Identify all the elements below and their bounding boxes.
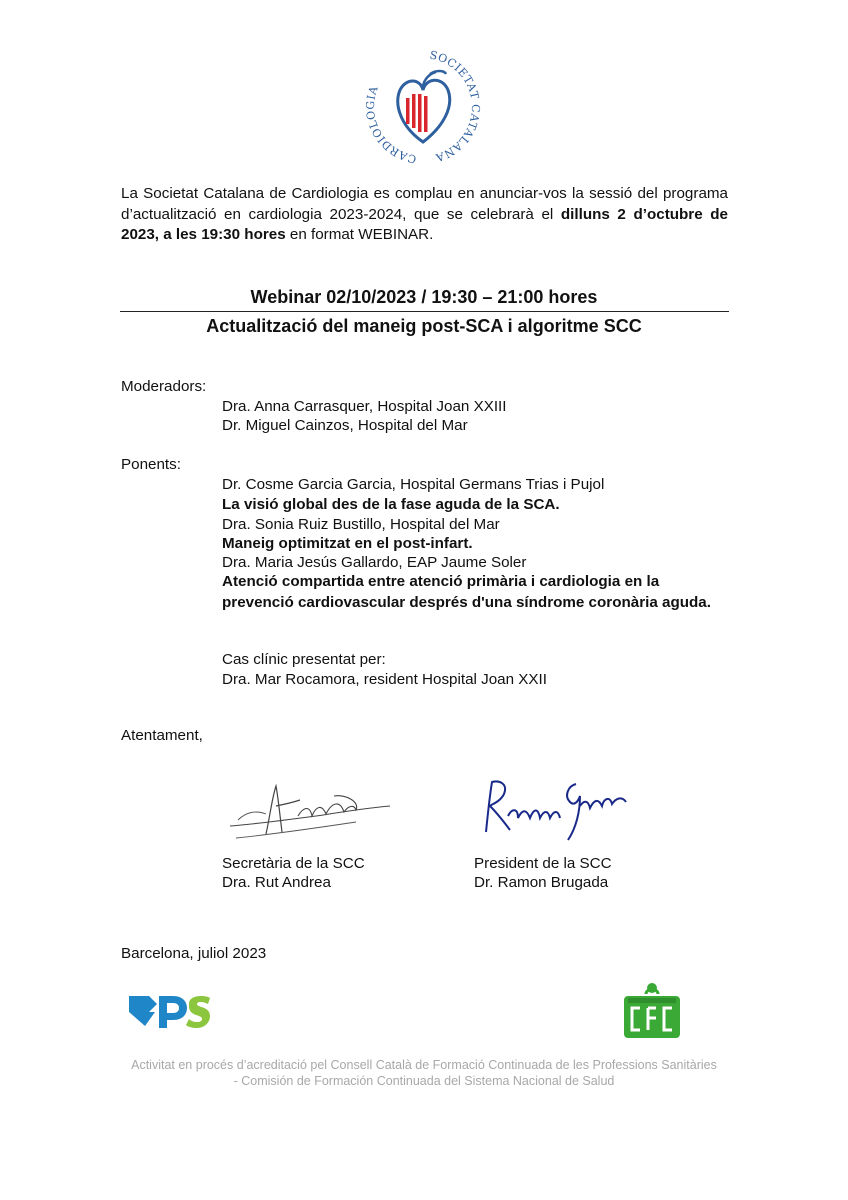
signatory-1-role: Secretària de la SCC <box>222 855 365 872</box>
case-presenter: Dra. Mar Rocamora, resident Hospital Joan XXII <box>222 671 547 688</box>
ps-logo <box>127 992 211 1030</box>
webinar-title: Webinar 02/10/2023 / 19:30 – 21:00 hores <box>250 287 598 307</box>
title-divider <box>120 311 729 312</box>
moderator-1: Dra. Anna Carrasquer, Hospital Joan XXIII <box>222 398 507 415</box>
speakers-label: Ponents: <box>121 456 181 473</box>
speaker-2-name: Dra. Sonia Ruiz Bustillo, Hospital del Mar <box>222 516 500 533</box>
case-label: Cas clínic presentat per: <box>222 651 386 668</box>
svg-text:SOCIETAT CATALANA: SOCIETAT CATALANA <box>428 48 483 165</box>
signature-rut-andrea <box>226 776 396 846</box>
moderators-label: Moderadors: <box>121 378 207 395</box>
moderator-2: Dr. Miguel Cainzos, Hospital del Mar <box>222 417 468 434</box>
signatory-2-name: Dr. Ramon Brugada <box>474 874 609 891</box>
speaker-1-talk: La visió global des de la fase aguda de la SCA. <box>222 496 560 513</box>
session-title: Actualització del maneig post-SCA i algoritme SCC <box>206 316 642 336</box>
intro-paragraph: La Societat Catalana de Cardiologia es complau en anunciar-vos la sessió del programa d’actualització en cardiologia 2023-2024, que se celebrarà el dilluns 2 d’octubre de 2023, a les 19:30 hores en format WEBINAR. <box>121 185 728 243</box>
signatory-1-name: Dra. Rut Andrea <box>222 874 331 891</box>
place-date: Barcelona, juliol 2023 <box>121 945 267 962</box>
speaker-2-talk: Maneig optimitzat en el post-infart. <box>222 535 473 552</box>
speaker-1-name: Dr. Cosme Garcia Garcia, Hospital Germans Trias i Pujol <box>222 476 605 493</box>
cfc-accreditation-logo <box>624 982 680 1038</box>
signatory-2-role: President de la SCC <box>474 855 612 872</box>
scc-logo <box>360 44 486 170</box>
signature-ramon-brugada <box>476 772 636 844</box>
speaker-3-talk: Atenció compartida entre atenció primària i cardiologia en la prevenció cardiovascular després d'una síndrome coronària aguda. <box>222 573 711 611</box>
speaker-3-name: Dra. Maria Jesús Gallardo, EAP Jaume Soler <box>222 554 527 571</box>
accreditation-line-2: - Comisión de Formación Continuada del Sistema Nacional de Salud <box>233 1074 615 1088</box>
closing: Atentament, <box>121 727 203 744</box>
svg-text:CARDIOLOGIA: CARDIOLOGIA <box>363 84 418 166</box>
accreditation-line-1: Activitat en procés d’acreditació pel Consell Català de Formació Continuada de les Professions Sanitàries <box>131 1058 717 1072</box>
